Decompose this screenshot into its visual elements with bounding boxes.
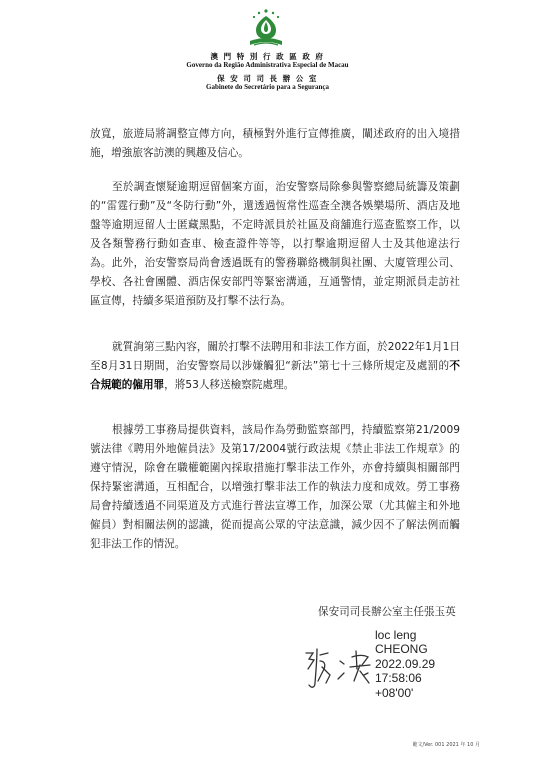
signature-timezone: +08'00' <box>375 685 414 700</box>
paragraph-1: 放寬，旅遊局將調整宣傳方向，積極對外進行宣傳推廣，闡述政府的出入境措施，增強旅客訪澳的興趣及信心。 <box>90 128 460 159</box>
paragraph-2: 至於調查懷疑逾期逗留個案方面，治安警察局除參與警察總局統籌及策劃的“雷霆行動”及“冬防行動”外，還透過恆常性巡查全澳各娛樂場所、酒店及地盤等逾期逗留人士匿藏黑點，不定時派員於社區及商舖進行巡查監察工作，以及各類警務行動如查車、檢查證件等等，以打擊逾期逗留人士及其他違法行為。此外，治安警察局尚會透過既有的警務聯絡機制與社團、大廈管理公司、學校、各社會團體、酒店保安部門等緊密溝通，互通警情，並定期派員走訪社區宣傳，持續多渠道預防及打擊不法行為。 <box>90 181 460 307</box>
footer-version: 範文/Ver. 001 2021 年 10 月 <box>412 742 480 748</box>
paragraph-4: 根據勞工事務局提供資料，該局作為勞動監察部門，持續監察第21/2009號法律《聘用外地僱員法》及第17/2004號行政法規《禁止非法工作規章》的遵守情況，除會在職權範圍內採取措施打擊非法工作外，亦會持續與相關部門保持緊密溝通，互相配合，以增強打擊非法工作的執法力度和成效。勞工事務局會持續透過不同渠道及方式進行普法宣導工作，加深公眾（尤其僱主和外地僱員）對相關法例的認識，從而提高公眾的守法意識，減少因不了解法例而觸犯非法工作的情況。 <box>90 424 460 550</box>
digital-signature-block <box>375 628 435 700</box>
paragraph-3-lead: 就質詢第三點內容，關於打擊不法聘用和非法工作方面，於2022年1月1日至8月31日期間，治安警察局以涉嫌觸犯“新法”第七十三條所規定及處罰的 <box>90 341 460 372</box>
paragraph-3 <box>90 338 460 395</box>
header-org-pt: Governo da Região Administrativa Especial de Macau <box>186 61 349 69</box>
signature-time: 17:58:06 <box>375 671 422 686</box>
paragraph-3-bold: 不合規範的僱用罪 <box>90 360 460 391</box>
macau-emblem-icon <box>244 8 288 48</box>
header-org-zh: 澳 門 特 別 行 政 區 政 府 <box>210 52 325 61</box>
signoff-title: 保安司司長辦公室主任張玉英 <box>318 606 456 618</box>
paragraph-3-tail: ，將53人移送檢察院處理。 <box>164 379 295 391</box>
handwritten-signature <box>302 645 377 693</box>
signature-date: 2022.09.29 <box>375 656 436 671</box>
header-office-pt: Gabinete do Secretário para a Segurança <box>206 83 329 91</box>
header-office-zh: 保 安 司 司 長 辦 公 室 <box>217 74 318 83</box>
signature-name-line-1: loc leng <box>375 628 417 642</box>
signature-name-line-2: CHEONG <box>375 642 428 657</box>
